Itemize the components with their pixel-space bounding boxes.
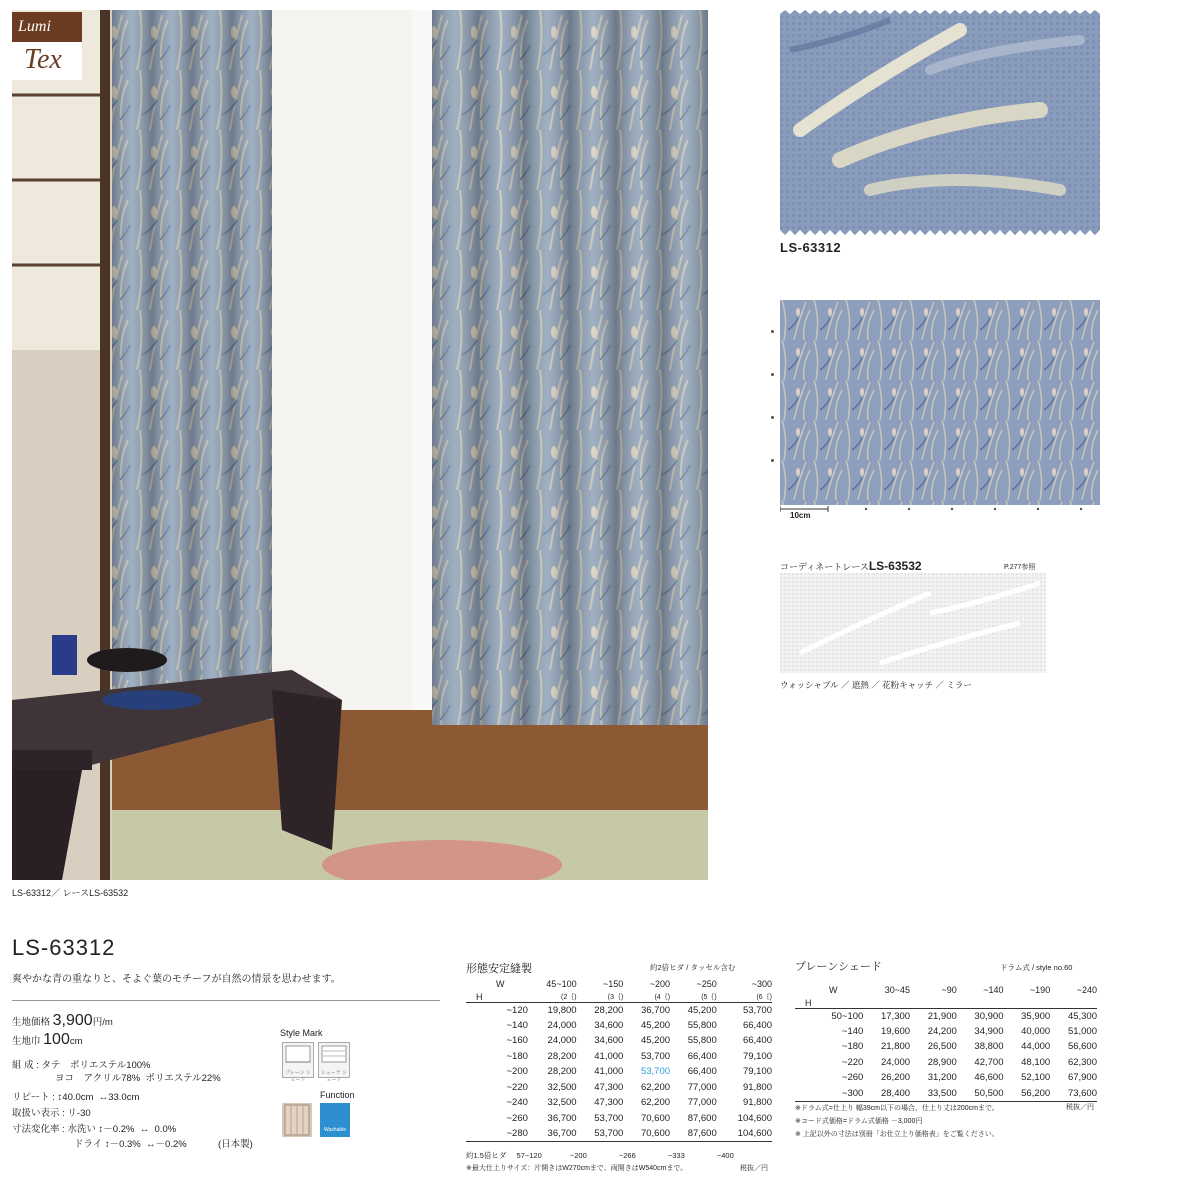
row-header: ~160 bbox=[506, 1035, 528, 1047]
cell: 45,200 bbox=[687, 1004, 717, 1016]
pleat-value: ~400 bbox=[716, 1151, 734, 1160]
col-header: ~140 bbox=[983, 984, 1004, 995]
cell: 46,600 bbox=[974, 1072, 1004, 1084]
row-header: ~220 bbox=[506, 1081, 528, 1093]
cell: 66,400 bbox=[687, 1066, 717, 1078]
shade-price-table bbox=[795, 982, 1097, 1102]
table-row bbox=[466, 1095, 772, 1111]
row-header: ~280 bbox=[506, 1128, 528, 1139]
price-label: 生地価格 bbox=[12, 1017, 51, 1028]
w-label: W bbox=[829, 984, 838, 995]
lace-code: LS-63532 bbox=[868, 559, 922, 573]
fabric-swatch-repeat bbox=[780, 300, 1100, 505]
table-row bbox=[466, 1033, 772, 1049]
cell: 53,700 bbox=[594, 1128, 624, 1139]
cell: 91,800 bbox=[742, 1081, 772, 1093]
row-header: ~300 bbox=[841, 1087, 864, 1099]
cell: 62,200 bbox=[640, 1097, 671, 1109]
row-header: ~140 bbox=[841, 1025, 864, 1037]
cell: 73,600 bbox=[1067, 1087, 1097, 1099]
cell: 51,000 bbox=[1067, 1025, 1097, 1037]
swatch-code-label: LS-63312 bbox=[780, 240, 842, 255]
col-header: ~300 bbox=[751, 978, 772, 989]
lace-features: ウォッシャブル ／ 遮熱 ／ 花粉キャッチ ／ ミラー bbox=[780, 680, 972, 690]
repeat-marker bbox=[771, 373, 774, 376]
cell: 62,200 bbox=[640, 1081, 671, 1093]
cell: 26,200 bbox=[880, 1072, 911, 1084]
table1-note: 約2倍ヒダ / タッセル含む bbox=[650, 963, 736, 972]
cell: 104,600 bbox=[737, 1128, 772, 1139]
cell: 38,800 bbox=[974, 1041, 1004, 1053]
function-label: Function bbox=[320, 1090, 355, 1100]
cell: 41,000 bbox=[594, 1050, 624, 1062]
cell: 45,200 bbox=[640, 1019, 671, 1031]
cell: 21,800 bbox=[880, 1041, 911, 1053]
cell: 52,100 bbox=[1021, 1072, 1051, 1084]
table-row bbox=[795, 1070, 1097, 1086]
col-header: ~250 bbox=[696, 978, 717, 989]
table2-note-line: ※ 上記以外の寸法は別冊「お仕立上り価格表」をご覧ください。 bbox=[795, 1131, 999, 1138]
pleat-value: 57~120 bbox=[516, 1151, 542, 1160]
cell: 28,200 bbox=[594, 1004, 624, 1016]
price-unit: 円/m bbox=[92, 1017, 113, 1028]
table-row bbox=[795, 1086, 1097, 1102]
col-header: ~200 bbox=[649, 978, 671, 989]
table1-title: 形態安定縫製 bbox=[466, 963, 532, 975]
row-header: ~120 bbox=[506, 1004, 528, 1016]
row-header: ~140 bbox=[506, 1019, 528, 1031]
washable-icon bbox=[320, 1103, 350, 1137]
cell: 79,100 bbox=[742, 1066, 772, 1078]
cell: 79,100 bbox=[742, 1050, 772, 1062]
table-row bbox=[466, 1080, 772, 1096]
pleat-value: ~333 bbox=[667, 1151, 685, 1160]
cell: 24,000 bbox=[880, 1056, 911, 1068]
cell: 48,100 bbox=[1021, 1056, 1051, 1068]
table1-pleat-row bbox=[466, 1150, 734, 1161]
cell: 56,600 bbox=[1067, 1041, 1097, 1053]
repeat-marker bbox=[771, 459, 774, 462]
cell: 66,400 bbox=[742, 1035, 772, 1047]
cell: 36,700 bbox=[640, 1004, 671, 1016]
col-header: ~240 bbox=[1076, 984, 1097, 995]
cell: 28,200 bbox=[547, 1066, 577, 1078]
curtain-style-icon bbox=[282, 1103, 312, 1137]
cell: 32,500 bbox=[547, 1097, 577, 1109]
col-header: ~90 bbox=[941, 984, 957, 995]
cell: 35,900 bbox=[1021, 1010, 1051, 1022]
cell: 36,700 bbox=[547, 1128, 577, 1139]
cell: 24,000 bbox=[547, 1019, 577, 1031]
width-label: 生地巾 bbox=[12, 1036, 41, 1047]
cell: 45,300 bbox=[1067, 1010, 1097, 1022]
highlighted-cell: 53,700 bbox=[640, 1066, 671, 1078]
col-sub: (6｛) bbox=[756, 993, 772, 1001]
cell: 42,700 bbox=[974, 1056, 1004, 1068]
lace-swatch bbox=[780, 573, 1046, 673]
product-description: 爽やかな青の重なりと、そよぐ葉のモチーフが自然の情景を思わせます。 bbox=[12, 974, 341, 985]
composition-weft: ヨコ アクリル78% ポリエステル22% bbox=[55, 1073, 221, 1084]
cell: 40,000 bbox=[1021, 1025, 1051, 1037]
repeat-marker bbox=[771, 330, 774, 333]
cell: 26,500 bbox=[927, 1041, 957, 1053]
table-row bbox=[795, 1039, 1097, 1055]
lace-title-prefix: コーディネートレース bbox=[780, 562, 869, 572]
brand-logo bbox=[12, 12, 82, 80]
width-unit: cm bbox=[69, 1036, 83, 1047]
cell: 19,600 bbox=[880, 1025, 911, 1037]
divider bbox=[12, 1000, 440, 1001]
cell: 104,600 bbox=[737, 1112, 772, 1124]
col-header: 30~45 bbox=[884, 984, 911, 995]
cell: 77,000 bbox=[687, 1081, 717, 1093]
cell: 77,000 bbox=[687, 1097, 717, 1109]
cell: 45,200 bbox=[640, 1035, 671, 1047]
cell: 91,800 bbox=[742, 1097, 772, 1109]
cell: 28,400 bbox=[880, 1087, 911, 1099]
repeat-marker bbox=[771, 416, 774, 419]
col-sub: (3｛) bbox=[607, 993, 624, 1001]
table-row bbox=[795, 1008, 1097, 1024]
cell: 55,800 bbox=[687, 1019, 717, 1031]
table2-notes bbox=[795, 1102, 999, 1141]
row-header: 50~100 bbox=[831, 1010, 864, 1022]
width-line bbox=[12, 1031, 83, 1049]
table-row bbox=[466, 1002, 772, 1018]
price-value: 3,900 bbox=[52, 1012, 93, 1029]
col-sub: (4｛) bbox=[654, 993, 671, 1001]
row-header: ~220 bbox=[841, 1056, 864, 1068]
table-row bbox=[466, 1064, 772, 1080]
room-photo bbox=[12, 10, 708, 880]
lace-page-ref: P.277参照 bbox=[1004, 564, 1036, 571]
cell: 28,200 bbox=[547, 1050, 577, 1062]
cell: 33,500 bbox=[927, 1087, 957, 1099]
cell: 47,300 bbox=[594, 1097, 624, 1109]
function-icon-label: Washable bbox=[323, 1127, 347, 1133]
cell: 70,600 bbox=[640, 1112, 671, 1124]
cell: 56,200 bbox=[1021, 1087, 1051, 1099]
row-header: ~260 bbox=[506, 1112, 528, 1124]
photo-caption: LS-63312／ レースLS-63532 bbox=[12, 888, 129, 898]
style-mark-label: Style Mark bbox=[280, 1028, 323, 1038]
col-header: ~190 bbox=[1029, 984, 1051, 995]
curtain-price-table bbox=[466, 976, 772, 1142]
pleat-value: ~200 bbox=[569, 1151, 587, 1160]
col-header: 45~100 bbox=[546, 978, 577, 989]
table-row bbox=[466, 1049, 772, 1065]
lace-title bbox=[780, 559, 922, 573]
col-header: ~150 bbox=[603, 978, 624, 989]
cell: 53,700 bbox=[640, 1050, 671, 1062]
pleat-value: ~266 bbox=[618, 1151, 636, 1160]
scale-ruler bbox=[780, 505, 1100, 521]
cell: 41,000 bbox=[594, 1066, 624, 1078]
cell: 31,200 bbox=[927, 1072, 957, 1084]
row-header: ~180 bbox=[506, 1050, 528, 1062]
cell: 66,400 bbox=[687, 1050, 717, 1062]
composition-warp: 組 成 : タテ ポリエステル100% bbox=[12, 1060, 151, 1071]
table-row bbox=[466, 1018, 772, 1034]
style-mark-1: プレーン シェード bbox=[284, 1070, 312, 1083]
cell: 34,600 bbox=[594, 1035, 624, 1047]
repeat-size: リピート : ↕40.0cm ↔33.0cm bbox=[12, 1092, 140, 1103]
cell: 19,800 bbox=[547, 1004, 577, 1016]
pleat-label: 約1.5倍ヒダ bbox=[466, 1151, 507, 1160]
cell: 44,000 bbox=[1021, 1041, 1051, 1053]
row-header: ~200 bbox=[506, 1066, 528, 1078]
h-label: H bbox=[476, 991, 483, 1002]
table-row bbox=[795, 1055, 1097, 1071]
product-code: LS-63312 bbox=[12, 935, 116, 960]
shrink-wash: 寸法変化率 : 水洗い ↕－0.2% ↔ 0.0% bbox=[12, 1124, 177, 1135]
cell: 17,300 bbox=[880, 1010, 911, 1022]
cell: 47,300 bbox=[594, 1081, 624, 1093]
table-row bbox=[466, 1126, 772, 1142]
scale-label: 10cm bbox=[790, 511, 811, 520]
plain-shade-icon bbox=[282, 1042, 314, 1083]
table2-note-line: ※ドラム式=仕上り 幅39cm以下の場合、仕上り丈は200cmまで。 bbox=[795, 1105, 999, 1112]
col-sub: (5｛) bbox=[701, 993, 717, 1001]
style-mark-2: シェーナ シェード bbox=[320, 1070, 348, 1083]
shena-shade-icon bbox=[318, 1042, 350, 1083]
row-header: ~180 bbox=[841, 1041, 864, 1053]
price-line bbox=[12, 1012, 113, 1030]
cell: 24,000 bbox=[547, 1035, 577, 1047]
cell: 34,600 bbox=[594, 1019, 624, 1031]
cell: 87,600 bbox=[687, 1112, 717, 1124]
w-label: W bbox=[496, 978, 505, 989]
table2-title: プレーンシェード bbox=[795, 961, 882, 973]
cell: 34,900 bbox=[974, 1025, 1004, 1037]
brand-logo-bottom: Tex bbox=[12, 42, 82, 80]
fabric-swatch-closeup bbox=[780, 10, 1100, 235]
width-value: 100 bbox=[43, 1031, 70, 1048]
table-row bbox=[795, 1024, 1097, 1040]
table2-note: ドラム式 / style no.60 bbox=[1000, 963, 1073, 972]
table2-note-line: ※コード式価格=ドラム式価格 －3,000円 bbox=[795, 1118, 923, 1125]
cell: 67,900 bbox=[1067, 1072, 1097, 1084]
cell: 53,700 bbox=[742, 1004, 772, 1016]
table2-unit: 税抜／円 bbox=[1066, 1104, 1094, 1111]
origin: (日本製) bbox=[218, 1139, 253, 1150]
cell: 66,400 bbox=[742, 1019, 772, 1031]
cell: 24,200 bbox=[927, 1025, 957, 1037]
cell: 53,700 bbox=[594, 1112, 624, 1124]
cell: 50,500 bbox=[974, 1087, 1004, 1099]
care-label: 取扱い表示 : リ-30 bbox=[12, 1108, 91, 1119]
col-sub: (2｛) bbox=[561, 993, 577, 1001]
cell: 55,800 bbox=[687, 1035, 717, 1047]
cell: 30,900 bbox=[974, 1010, 1004, 1022]
shrink-dry: ドライ ↕－0.3% ↔－0.2% bbox=[74, 1139, 187, 1150]
cell: 87,600 bbox=[687, 1128, 717, 1139]
table1-unit: 税抜／円 bbox=[740, 1165, 768, 1172]
row-header: ~260 bbox=[841, 1072, 864, 1084]
row-header: ~240 bbox=[506, 1097, 528, 1109]
cell: 62,300 bbox=[1067, 1056, 1097, 1068]
cell: 70,600 bbox=[640, 1128, 671, 1139]
cell: 28,900 bbox=[927, 1056, 957, 1068]
table1-footnote: ※最大仕上りサイズ：片開きはW270cmまで、両開きはW540cmまで。 bbox=[466, 1165, 688, 1172]
cell: 21,900 bbox=[927, 1010, 957, 1022]
table-row bbox=[466, 1111, 772, 1127]
h-label: H bbox=[805, 997, 812, 1008]
cell: 36,700 bbox=[547, 1112, 577, 1124]
brand-logo-top: Lumi bbox=[12, 12, 82, 42]
cell: 32,500 bbox=[547, 1081, 577, 1093]
